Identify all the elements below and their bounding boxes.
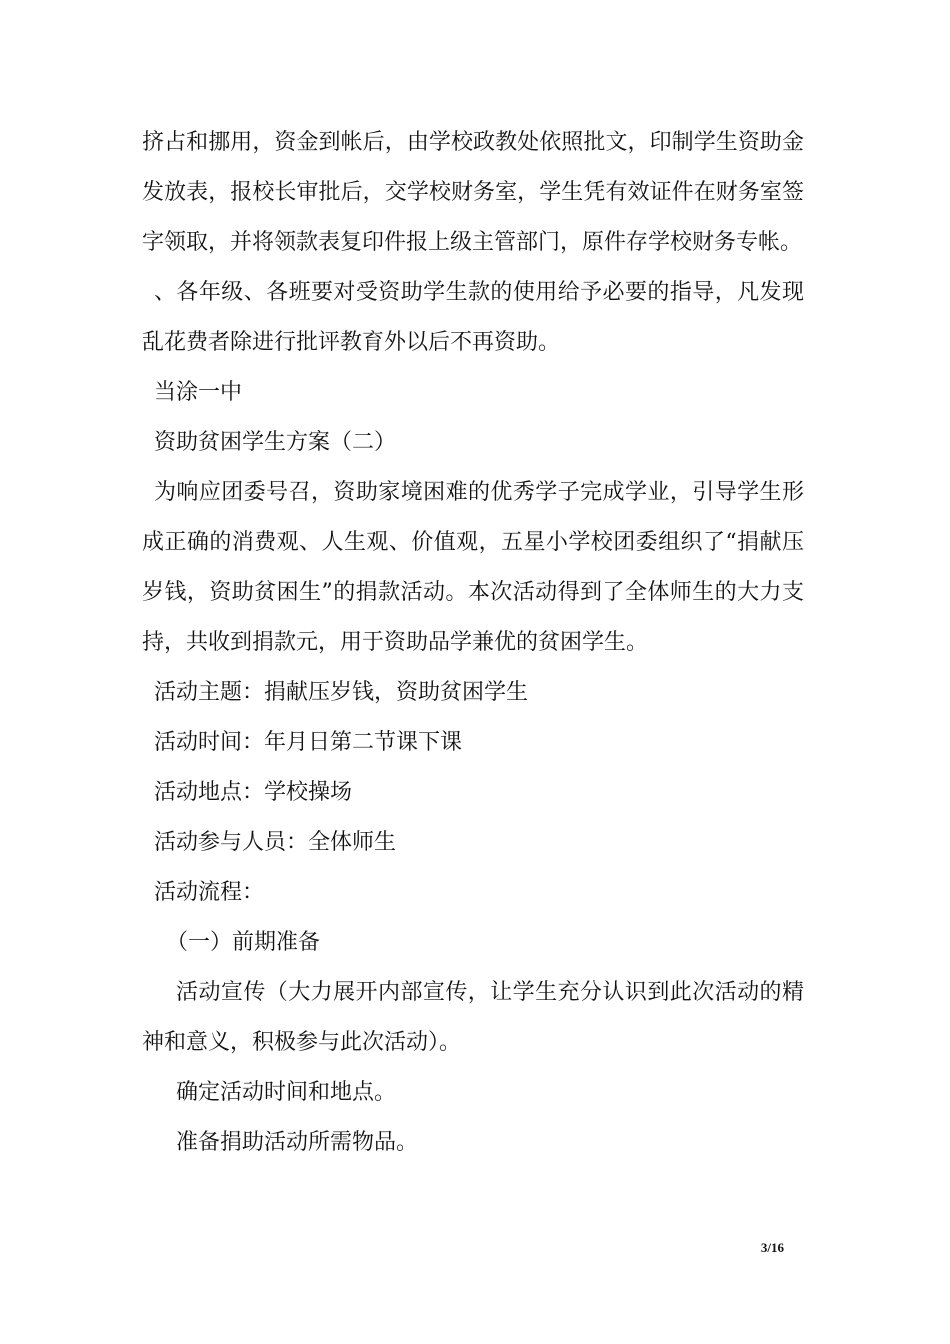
subsection-preparation: （一）前期准备 <box>166 930 321 955</box>
page-number: 3/16 <box>760 1240 784 1255</box>
paragraph-fund-distribution: 挤占和挪用，资金到帐后，由学校政教处依照批文，印制学生资助金发放表，报校长审批后，交学校财务室，学生凭有效证件在财务室签字领取，并将领款表复印件报上级主管部门，原件存学校财务专帐。 <box>142 130 804 255</box>
activity-process-label: 活动流程： <box>154 880 265 905</box>
document-body <box>142 118 804 1168</box>
activity-theme: 活动主题：捐献压岁钱，资助贫困学生 <box>154 680 529 705</box>
prep-item-publicity: 活动宣传（大力展开内部宣传，让学生充分认识到此次活动的精神和意义，积极参与此次活动）。 <box>142 980 804 1055</box>
activity-participants: 活动参与人员：全体师生 <box>154 830 397 855</box>
prep-item-time-place: 确定活动时间和地点。 <box>176 1080 397 1105</box>
prep-item-supplies: 准备捐助活动所需物品。 <box>176 1130 419 1155</box>
activity-time: 活动时间：年月日第二节课下课 <box>154 730 463 755</box>
paragraph-school-name: 当涂一中 <box>154 380 243 405</box>
section-heading: 资助贫困学生方案（二） <box>154 430 397 455</box>
paragraph-intro: 为响应团委号召，资助家境困难的优秀学子完成学业，引导学生形成正确的消费观、人生观、价值观，五星小学校团委组织了“捐献压岁钱，资助贫困生”的捐款活动。本次活动得到了全体师生的大力支持，共收到捐款元，用于资助品学兼优的贫困学生。 <box>142 480 804 655</box>
activity-location: 活动地点：学校操场 <box>154 780 353 805</box>
paragraph-usage-guidance: 、各年级、各班要对受资助学生款的使用给予必要的指导，凡发现乱花费者除进行批评教育外以后不再资助。 <box>142 280 804 355</box>
